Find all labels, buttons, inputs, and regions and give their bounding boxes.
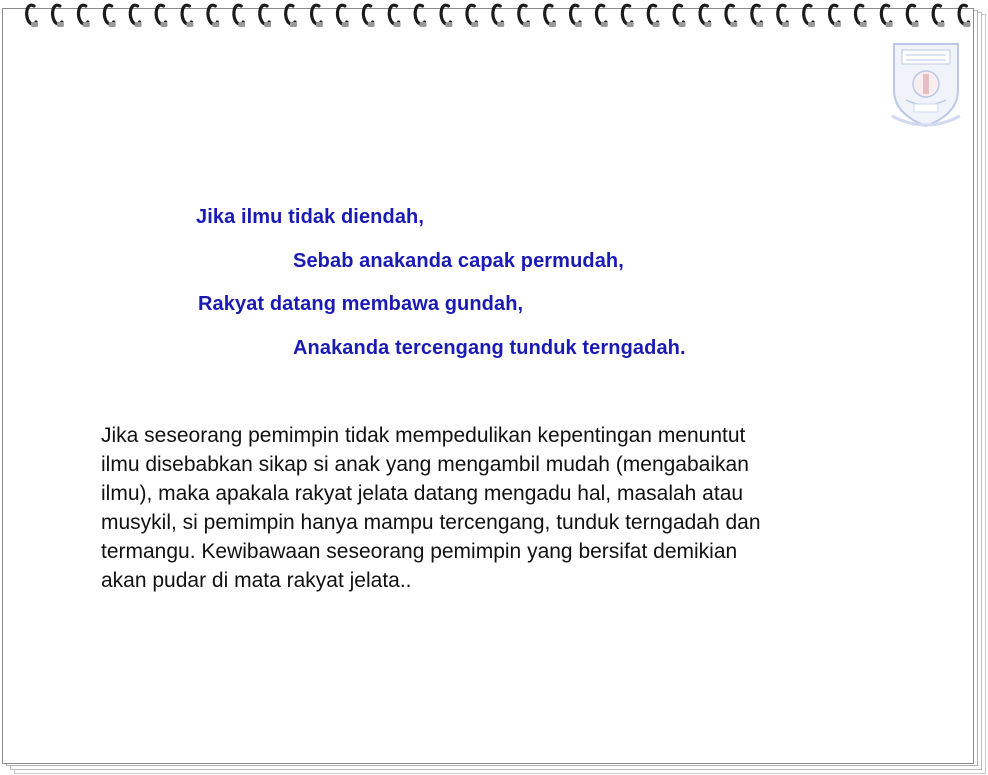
spiral-ring-icon bbox=[545, 5, 556, 27]
pantun-line-4: Anakanda tercengang tunduk terngadah. bbox=[293, 337, 686, 359]
spiral-ring-icon bbox=[389, 5, 400, 27]
spiral-ring-icon bbox=[752, 5, 763, 27]
spiral-ring-icon bbox=[53, 5, 64, 27]
spiral-ring-icon bbox=[337, 5, 348, 27]
spiral-ring-icon bbox=[130, 5, 141, 27]
spiral-ring-icon bbox=[104, 5, 115, 27]
spiral-ring-icon bbox=[182, 5, 193, 27]
spiral-ring-icon bbox=[571, 5, 582, 27]
spiral-ring-icon bbox=[312, 5, 323, 27]
spiral-ring-icon bbox=[726, 5, 737, 27]
spiral-ring-icon bbox=[959, 5, 970, 27]
spiral-ring-icon bbox=[700, 5, 711, 27]
spiral-ring-icon bbox=[415, 5, 426, 27]
explanation-line: ilmu disebabkan sikap si anak yang mengambil mudah (mengabaikan bbox=[101, 453, 749, 476]
explanation-line: termangu. Kewibawaan seseorang pemimpin yang bersifat demikian bbox=[101, 540, 738, 563]
explanation-line: akan pudar di mata rakyat jelata.. bbox=[101, 569, 412, 592]
spiral-ring-icon bbox=[78, 5, 89, 27]
spiral-ring-icon bbox=[596, 5, 607, 27]
spiral-ring-icon bbox=[286, 5, 297, 27]
spiral-ring-icon bbox=[234, 5, 245, 27]
pantun-line-2: Sebab anakanda capak permudah, bbox=[293, 250, 624, 272]
spiral-ring-icon bbox=[830, 5, 841, 27]
spiral-ring-icon bbox=[493, 5, 504, 27]
spiral-ring-icon bbox=[519, 5, 530, 27]
spiral-ring-icon bbox=[441, 5, 452, 27]
school-crest-icon bbox=[888, 38, 964, 130]
pantun-line-1: Jika ilmu tidak diendah, bbox=[196, 206, 425, 228]
spiral-ring-icon bbox=[648, 5, 659, 27]
spiral-ring-icon bbox=[855, 5, 866, 27]
spiral-ring-icon bbox=[674, 5, 685, 27]
spiral-ring-icon bbox=[778, 5, 789, 27]
spiral-ring-icon bbox=[156, 5, 167, 27]
spiral-binding bbox=[22, 0, 972, 34]
spiral-ring-icon bbox=[622, 5, 633, 27]
spiral-ring-icon bbox=[260, 5, 271, 27]
spiral-ring-icon bbox=[907, 5, 918, 27]
spiral-ring-icon bbox=[933, 5, 944, 27]
explanation-line: Jika seseorang pemimpin tidak mempedulikan kepentingan menuntut bbox=[101, 424, 746, 447]
pantun-line-3: Rakyat datang membawa gundah, bbox=[198, 293, 524, 315]
explanation-line: musykil, si pemimpin hanya mampu tercengang, tunduk terngadah dan bbox=[101, 511, 761, 534]
spiral-ring-icon bbox=[467, 5, 478, 27]
spiral-ring-icon bbox=[363, 5, 374, 27]
explanation-line: ilmu), maka apakala rakyat jelata datang mengadu hal, masalah atau bbox=[101, 482, 744, 505]
spiral-ring-icon bbox=[208, 5, 219, 27]
spiral-ring-icon bbox=[881, 5, 892, 27]
spiral-ring-icon bbox=[27, 5, 38, 27]
notebook-page bbox=[2, 8, 974, 764]
explanation-paragraph bbox=[101, 421, 871, 595]
spiral-ring-icon bbox=[804, 5, 815, 27]
